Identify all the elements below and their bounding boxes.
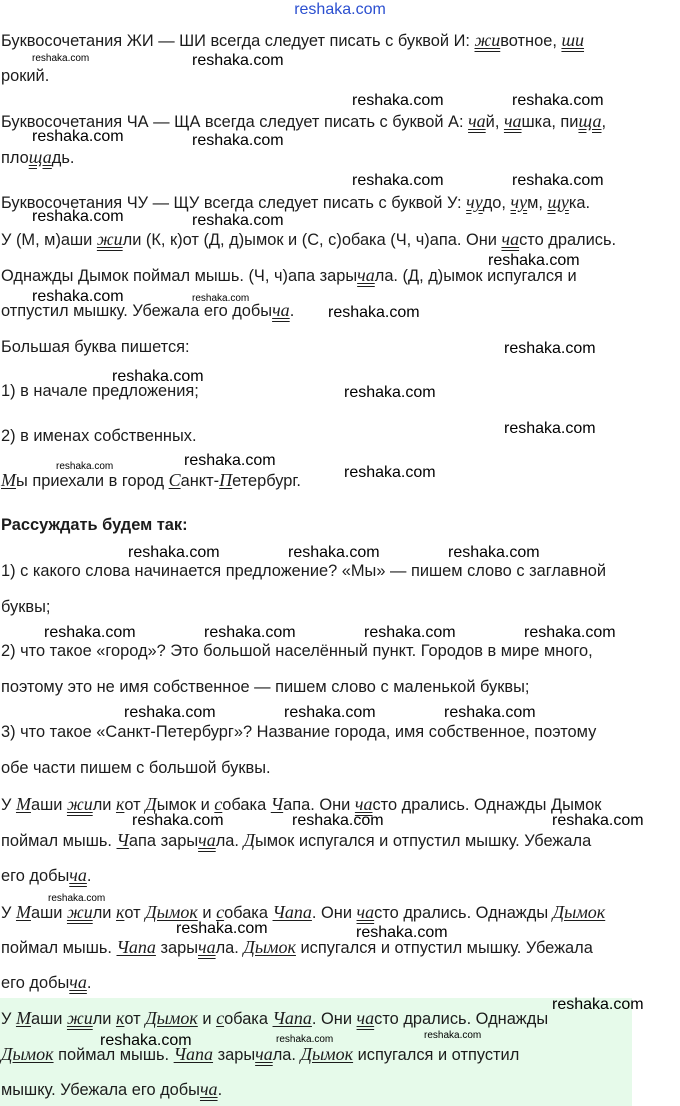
text-run: вотное, (500, 32, 562, 50)
marked-letters: ча (199, 1079, 218, 1099)
text-run: зары (155, 939, 198, 957)
marked-letters: Чапа (272, 1008, 312, 1028)
marked-letters: М (15, 902, 31, 922)
watermark: reshaka.com (124, 704, 216, 721)
marked-letters: ча (69, 972, 87, 992)
marked-letters: ча (356, 1008, 375, 1028)
watermark: reshaka.com (176, 920, 268, 937)
watermark: reshaka.com (552, 996, 644, 1013)
text-run: апа зары (128, 832, 199, 850)
marked-letters: к (115, 1008, 125, 1028)
text-run: мышку. Убежала его добы (1, 1081, 200, 1099)
text-run: зары (213, 1046, 256, 1064)
answer-2-line-2 (1, 937, 593, 958)
watermark: reshaka.com (192, 293, 250, 304)
text-run: . (86, 867, 92, 885)
watermark: reshaka.com (512, 92, 604, 109)
text-run: и (197, 904, 217, 922)
watermark: reshaka.com (100, 1032, 192, 1049)
rule-zhi-shi-continued (1, 67, 49, 86)
marked-letters: ча (198, 830, 216, 850)
watermark: reshaka.com (44, 624, 136, 641)
text-run: ка. (568, 194, 591, 212)
text-run: дь. (51, 149, 75, 167)
watermark: reshaka.com (32, 208, 124, 225)
text-run: . Они (311, 904, 357, 922)
text-run: аши (30, 796, 67, 814)
text-run: шка, пи (521, 113, 579, 131)
text-run: , (601, 113, 607, 131)
marked-letters: щу (547, 192, 569, 212)
text-run: ымок и (156, 796, 215, 814)
marked-letters: ча (354, 794, 373, 814)
watermark: reshaka.com (276, 1034, 334, 1045)
watermark: reshaka.com (364, 624, 456, 641)
watermark: reshaka.com (292, 812, 384, 829)
marked-letters: Ч (116, 830, 129, 850)
text-run: Большая буква пишется: (1, 338, 190, 356)
watermark: reshaka.com (356, 924, 448, 941)
text-run: сто дрались. (519, 231, 617, 249)
reasoning-2 (1, 642, 593, 661)
marked-letters: чу (510, 192, 528, 212)
watermark: reshaka.com (132, 812, 224, 829)
marked-letters: ча (198, 937, 216, 957)
exercise-line-1 (1, 229, 616, 250)
text-run: буквы; (1, 598, 51, 616)
watermark: reshaka.com (204, 624, 296, 641)
text-run: обака (224, 1010, 273, 1028)
marked-letters: Д (243, 830, 255, 850)
marked-letters: к (115, 902, 125, 922)
marked-letters: Дымок (1, 1044, 54, 1064)
marked-letters: ча (468, 111, 486, 131)
watermark: reshaka.com (48, 893, 106, 904)
watermark: reshaka.com (444, 704, 536, 721)
text-run: до, (482, 194, 511, 212)
marked-letters: с (214, 794, 223, 814)
watermark: reshaka.com (512, 172, 604, 189)
marked-letters: жи (66, 794, 93, 814)
marked-letters: Дымок (552, 902, 606, 922)
watermark: reshaka.com (504, 420, 596, 437)
watermark: reshaka.com (56, 461, 114, 472)
watermark: reshaka.com (344, 384, 436, 401)
text-run: его добы (1, 974, 70, 992)
text-run: от (124, 796, 146, 814)
text-run: У (М, м)аши (1, 231, 97, 249)
text-run: ымок испугался и отпустил мышку. Убежала (254, 832, 592, 850)
text-run: Буквосочетания ЧУ — ЩУ всегда следует писать с буквой У: (1, 194, 467, 212)
text-run: . (86, 974, 92, 992)
text-run: Рассуждать будем так: (1, 516, 188, 534)
watermark: reshaka.com (352, 92, 444, 109)
marked-letters: Дымок (243, 937, 296, 957)
marked-letters: ча (69, 865, 87, 885)
marked-letters: Чапа (272, 902, 312, 922)
text-run: Буквосочетания ЧА — ЩА всегда следует писать с буквой А: (1, 113, 469, 131)
text-run: испугался и отпустил мышку. Убежала (295, 939, 593, 957)
watermark: reshaka.com (192, 132, 284, 149)
rule-cha-shcha-continued (1, 147, 74, 168)
marked-letters: Ч (270, 794, 284, 814)
capital-rule-2 (1, 427, 197, 446)
marked-letters: ча (357, 265, 375, 285)
text-run: 2) что такое «город»? Это большой населённый пункт. Городов в мире много, (1, 642, 593, 660)
site-header-link[interactable]: reshaka.com (294, 1, 386, 18)
text-run: обака (224, 904, 273, 922)
rule-zhi-shi (1, 30, 584, 51)
watermark: reshaka.com (448, 544, 540, 561)
marked-letters: М (1, 470, 16, 490)
text-run: обака (222, 796, 271, 814)
watermark: reshaka.com (488, 252, 580, 269)
text-run: . Они (311, 1010, 357, 1028)
text-run: поэтому это не имя собственное — пишем слово с маленькой буквы; (1, 678, 530, 696)
reasoning-1-continued (1, 598, 50, 617)
answer-3-line-1 (1, 1008, 548, 1029)
marked-letters: жи (96, 229, 123, 249)
marked-letters: П (219, 470, 233, 490)
watermark: reshaka.com (112, 368, 204, 385)
watermark: reshaka.com (344, 464, 436, 481)
marked-letters: с (216, 1008, 225, 1028)
text-run: его добы (1, 867, 70, 885)
text-run: от (124, 1010, 146, 1028)
watermark: reshaka.com (32, 288, 124, 305)
watermark: reshaka.com (424, 1030, 482, 1041)
marked-letters: с (216, 902, 225, 922)
marked-letters: Дымок (300, 1044, 354, 1064)
text-run: поймал мышь. (53, 1046, 174, 1064)
text-run: етербург. (232, 472, 301, 490)
text-run: ла. (Д, д)ымок испугался и (374, 267, 577, 285)
text-run: У (1, 1010, 16, 1028)
text-run: Однажды Дымок поймал мышь. (Ч, ч)апа зары (1, 267, 358, 285)
text-run: У (1, 904, 16, 922)
answer-1-line-3 (1, 865, 91, 886)
text-run: ла. (272, 1046, 301, 1064)
text-run: ли (К, к)от (Д, д)ымок и (С, с)обака (Ч, ч)апа. Они (122, 231, 502, 249)
answer-2-line-1 (1, 902, 605, 923)
marked-letters: ча (501, 229, 520, 249)
watermark: reshaka.com (192, 212, 284, 229)
text-run: . (289, 302, 295, 320)
text-run: обе части пишем с большой буквы. (1, 759, 271, 777)
marked-letters: жи (66, 902, 93, 922)
text-run: 1) в начале предложения; (1, 382, 199, 400)
marked-letters: Чапа (116, 937, 156, 957)
text-run: й, (485, 113, 504, 131)
watermark: reshaka.com (524, 624, 616, 641)
text-run: м, (527, 194, 548, 212)
answer-2-line-3 (1, 972, 91, 993)
marked-letters: Д (145, 794, 157, 814)
marked-letters: ши (561, 30, 585, 50)
marked-letters: ща (578, 111, 602, 131)
marked-letters: Дымок (145, 902, 198, 922)
marked-letters: ща (28, 147, 52, 167)
text-run: аши (30, 1010, 67, 1028)
text-run: Буквосочетания ЖИ — ШИ всегда следует писать с буквой И: (1, 32, 475, 50)
reasoning-heading (1, 516, 188, 535)
text-run: ла. (215, 939, 244, 957)
marked-letters: М (15, 794, 31, 814)
text-run: сто дрались. Однажды (374, 1010, 549, 1028)
watermark: reshaka.com (128, 544, 220, 561)
watermark: reshaka.com (32, 128, 124, 145)
watermark: reshaka.com (352, 172, 444, 189)
capital-letter-heading (1, 338, 190, 357)
marked-letters: к (115, 794, 125, 814)
text-run: поймал мышь. (1, 939, 117, 957)
text-run: апа. Они (283, 796, 355, 814)
reasoning-1 (1, 562, 606, 581)
text-run: 1) с какого слова начинается предложение? «Мы» — пишем слово с заглавной (1, 562, 607, 580)
capital-example (1, 470, 301, 491)
text-run: 3) что такое «Санкт-Петербург»? Название города, имя собственное, поэтому (1, 723, 597, 741)
watermark: reshaka.com (184, 452, 276, 469)
answer-3-line-2 (1, 1044, 519, 1065)
marked-letters: ча (503, 111, 522, 131)
marked-letters: Чапа (173, 1044, 214, 1064)
text-run: У (1, 796, 16, 814)
text-run: испугался и отпустил (353, 1046, 520, 1064)
text-run: и (197, 1010, 217, 1028)
text-run: 2) в именах собственных. (1, 427, 197, 445)
marked-letters: М (15, 1008, 31, 1028)
watermark: reshaka.com (328, 304, 420, 321)
text-run: пло (1, 149, 29, 167)
watermark: reshaka.com (284, 704, 376, 721)
text-run: сто дрались. Однажды (374, 904, 553, 922)
text-run: анкт- (180, 472, 220, 490)
marked-letters: жи (474, 30, 501, 50)
answer-3-line-3 (1, 1079, 222, 1100)
text-run: ы приехали в город (16, 472, 169, 490)
marked-letters: ча (356, 902, 375, 922)
marked-letters: С (168, 470, 181, 490)
marked-letters: чу (466, 192, 483, 212)
watermark: reshaka.com (192, 52, 284, 69)
text-run: аши (30, 904, 67, 922)
text-run: ли (92, 904, 116, 922)
text-run: сто дрались. Однажды Дымок (372, 796, 602, 814)
text-run: отпустил мышку. Убежала его добы (1, 302, 273, 320)
watermark: reshaka.com (504, 340, 596, 357)
marked-letters: ча (272, 300, 290, 320)
answer-1-line-2 (1, 830, 591, 851)
text-run: ли (92, 796, 116, 814)
marked-letters: жи (66, 1008, 93, 1028)
watermark: reshaka.com (552, 812, 644, 829)
watermark: reshaka.com (288, 544, 380, 561)
reasoning-2-continued (1, 678, 529, 697)
text-run: . (217, 1081, 223, 1099)
text-run: поймал мышь. (1, 832, 117, 850)
text-run: ла. (215, 832, 244, 850)
marked-letters: Дымок (145, 1008, 198, 1028)
text-run: от (124, 904, 146, 922)
watermark: reshaka.com (32, 53, 90, 64)
reasoning-3 (1, 723, 596, 742)
marked-letters: ча (255, 1044, 273, 1064)
reasoning-3-continued (1, 759, 271, 778)
text-run: рокий. (1, 67, 50, 85)
text-run: ли (92, 1010, 116, 1028)
